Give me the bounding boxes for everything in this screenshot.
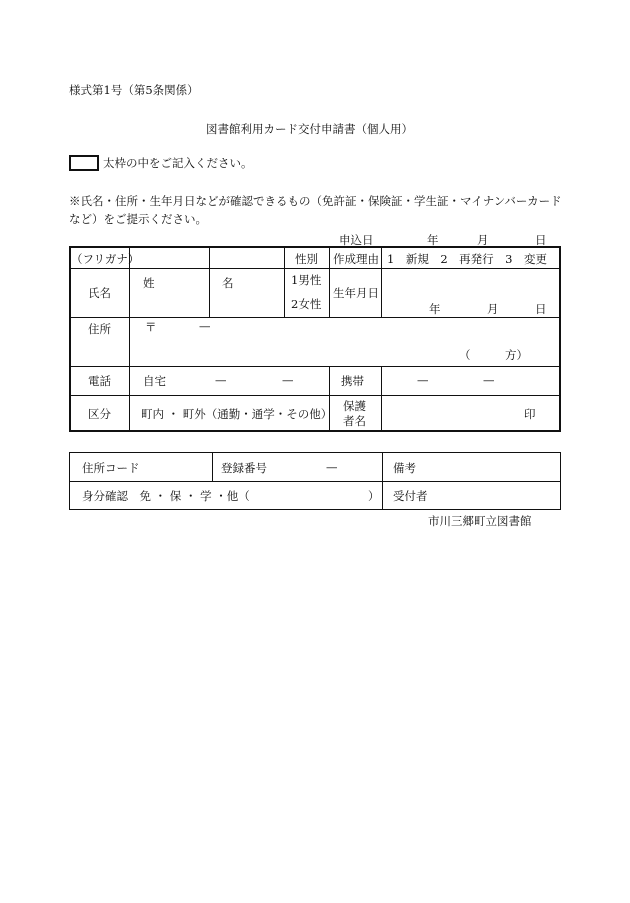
office-use-table xyxy=(69,452,561,510)
form-title: 図書館利用カード交付申請書（個人用） xyxy=(206,122,413,136)
guardian-label-line-1: 保護 xyxy=(343,399,366,413)
library-name: 市川三郷町立図書館 xyxy=(428,514,532,528)
birthdate-label: 生年月日 xyxy=(333,286,379,300)
postal-dash: — xyxy=(199,319,211,333)
guardian-label-line-2: 者名 xyxy=(343,414,366,428)
reason-options[interactable]: 1 新規 2 再発行 3 変更 xyxy=(387,252,547,266)
registration-number-label: 登録番号 xyxy=(221,461,267,475)
id-check-options[interactable]: 身分確認 免 ・ 保 ・ 学 ・他（ xyxy=(82,489,250,503)
application-date-month[interactable]: 月 xyxy=(477,233,489,247)
given-name-field[interactable]: 名 xyxy=(222,276,234,290)
remarks-label: 備考 xyxy=(393,461,416,475)
application-date-day[interactable]: 日 xyxy=(535,233,547,247)
furigana-label: （フリガナ） xyxy=(71,252,140,266)
gender-female-option[interactable]: 2女性 xyxy=(291,297,322,311)
receiver-label: 受付者 xyxy=(393,489,428,503)
mobile-label: 携帯 xyxy=(341,374,364,388)
application-date-label: 申込日 xyxy=(339,233,374,247)
registration-number-dash: — xyxy=(326,460,338,474)
gender-male-option[interactable]: 1男性 xyxy=(291,273,322,287)
home-phone-dash-1: — xyxy=(215,373,227,387)
id-check-close: ） xyxy=(368,489,380,503)
reason-label: 作成理由 xyxy=(333,252,379,266)
mobile-dash-1: — xyxy=(417,373,429,387)
legend-text: 太枠の中をご記入ください。 xyxy=(103,156,253,170)
note-line-2: など）をご提示ください。 xyxy=(69,212,207,226)
postal-mark: 〒 xyxy=(145,320,157,334)
category-label: 区分 xyxy=(88,407,111,421)
mobile-dash-2: — xyxy=(483,373,495,387)
address-label: 住所 xyxy=(88,322,111,336)
application-date-year[interactable]: 年 xyxy=(427,233,439,247)
gender-label: 性別 xyxy=(295,252,318,266)
care-of-close: 方） xyxy=(505,348,528,362)
note-line-1: ※氏名・住所・生年月日などが確認できるもの（免許証・保険証・学生証・マイナンバーカード xyxy=(69,194,562,208)
thick-frame-legend-box xyxy=(69,155,99,171)
birthdate-day[interactable]: 日 xyxy=(535,302,547,316)
category-options[interactable]: 町内 ・ 町外（通勤・通学・その他） xyxy=(141,407,333,421)
birthdate-year[interactable]: 年 xyxy=(429,302,441,316)
application-table xyxy=(69,246,561,432)
care-of-open: （ xyxy=(459,348,471,362)
phone-label: 電話 xyxy=(88,374,111,388)
address-code-label: 住所コード xyxy=(82,461,140,475)
name-label: 氏名 xyxy=(88,286,111,300)
form-number: 様式第1号（第5条関係） xyxy=(69,83,199,97)
seal-mark: 印 xyxy=(524,407,536,421)
surname-field[interactable]: 姓 xyxy=(143,276,155,290)
home-phone-label: 自宅 xyxy=(143,374,166,388)
home-phone-dash-2: — xyxy=(282,373,294,387)
birthdate-month[interactable]: 月 xyxy=(487,302,499,316)
